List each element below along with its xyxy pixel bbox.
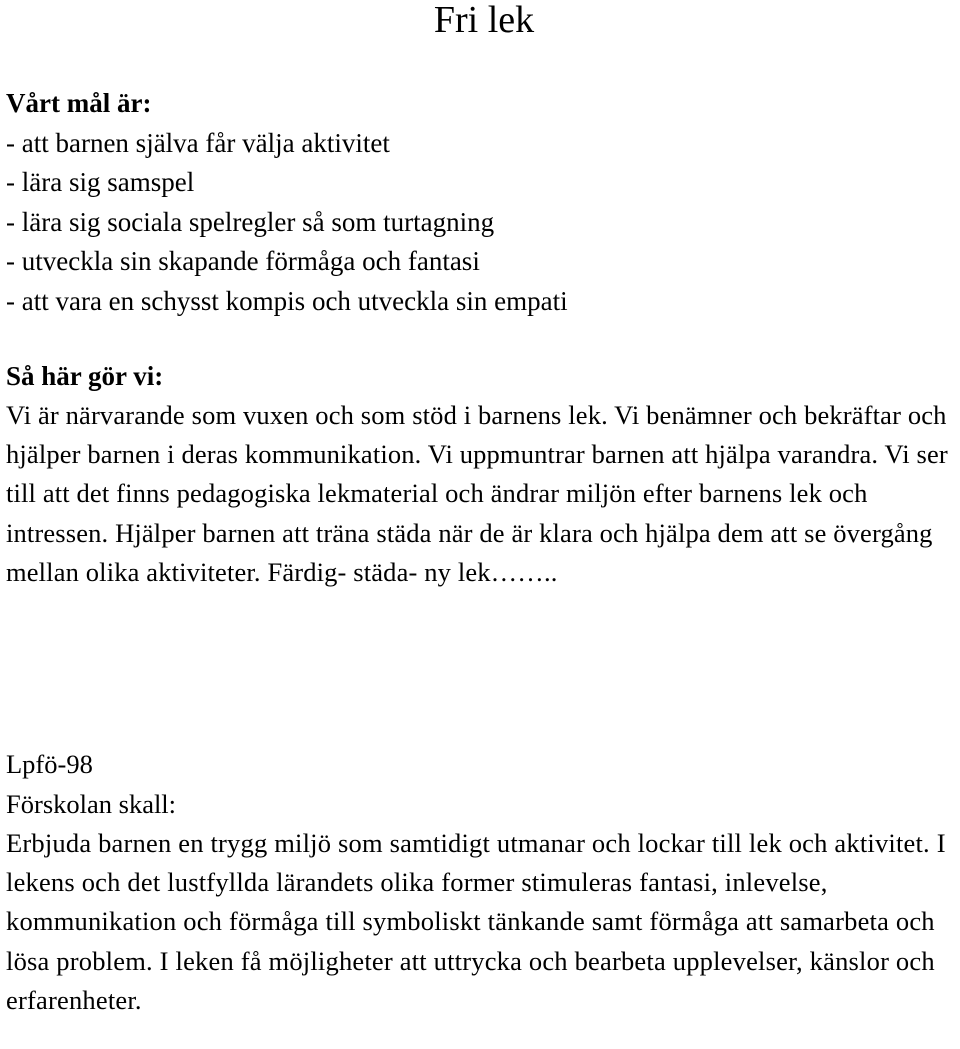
curriculum-paragraph: Erbjuda barnen en trygg miljö som samtidigt utmanar och lockar till lek och aktivitet. I lekens och det lustfyllda lärandets olika former stimuleras fantasi, inlevelse, kommunikation och förmåga till symboliskt tänkande samt förmåga att samarbeta och lösa problem. I leken få möjligheter att uttrycka och bearbeta upplevelser, känslor och erfarenheter. (6, 828, 946, 1015)
page-title: Fri lek (433, 0, 535, 41)
goal-item: - att barnen själva får välja aktivitet (6, 127, 390, 158)
method-heading: Så här gör vi: (6, 361, 164, 391)
goal-item: - utveckla sin skapande förmåga och fantasi (6, 246, 480, 277)
goals-heading: Vårt mål är: (6, 88, 152, 118)
method-section (6, 356, 956, 592)
curriculum-section (6, 744, 956, 1020)
curriculum-label: Lpfö-98 (6, 749, 93, 779)
goal-item: - lära sig sociala spelregler så som turtagning (6, 206, 495, 237)
method-paragraph: Vi är närvarande som vuxen och som stöd i barnens lek. Vi benämner och bekräftar och hjälper barnen i deras kommunikation. Vi uppmuntrar barnen att hjälpa varandra. Vi ser till att det finns pedagogiska lekmaterial och ändrar miljön efter barnens lek och intressen. Hjälper barnen att träna städa när de är klara och hjälpa dem att se övergång mellan olika aktiviteter. Färdig- städa- ny lek…….. (6, 400, 948, 587)
goal-item: - lära sig samspel (6, 167, 195, 198)
goals-section (6, 84, 946, 322)
curriculum-subheading: Förskolan skall: (6, 789, 177, 819)
goal-item: - att vara en schysst kompis och utveckla sin empati (6, 285, 568, 316)
